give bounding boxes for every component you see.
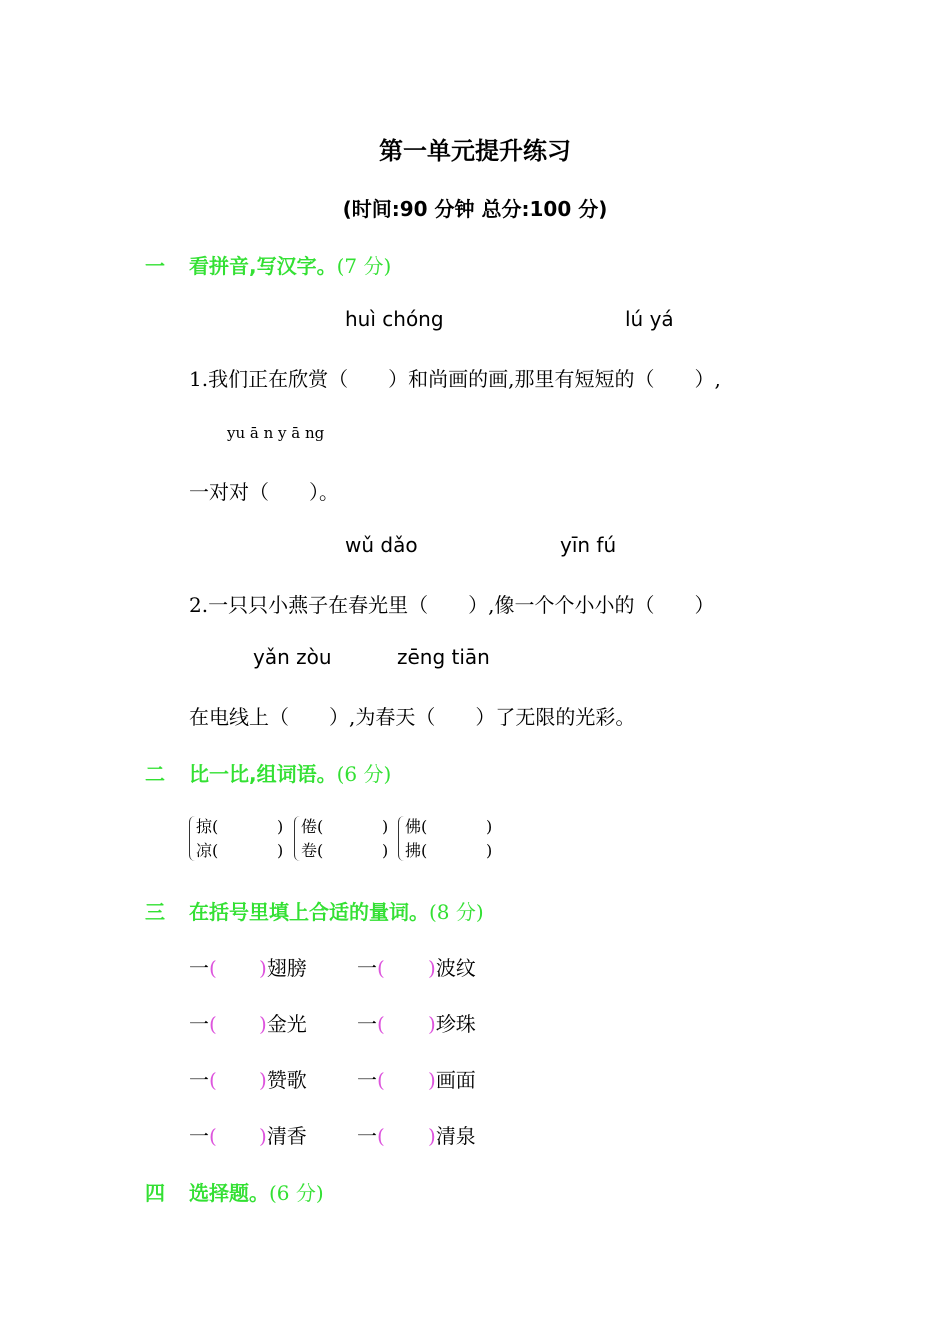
close-paren: ) bbox=[259, 1124, 267, 1148]
close-paren: ) bbox=[259, 956, 267, 980]
measure-row-2 bbox=[189, 1008, 589, 1034]
compare-group-3 bbox=[398, 815, 498, 863]
measure-noun: 波纹 bbox=[435, 956, 476, 980]
page-title: 第一单元提升练习 bbox=[379, 137, 571, 165]
section-number: 一 bbox=[145, 254, 165, 278]
pinyin-yinfu: yīn fú bbox=[560, 533, 617, 557]
close-paren: ) bbox=[428, 1124, 436, 1148]
measure-prefix: 一 bbox=[189, 1012, 209, 1036]
measure-noun: 翅膀 bbox=[266, 956, 307, 980]
close-paren: ) bbox=[382, 841, 389, 860]
open-paren: ( bbox=[377, 1012, 385, 1036]
section-heading-1 bbox=[145, 250, 391, 279]
section-label: 选择题。 bbox=[189, 1181, 269, 1205]
section-number: 三 bbox=[145, 900, 165, 924]
section-heading-3 bbox=[145, 896, 484, 925]
question-2-line-1: 2.一只只小燕子在春光里（ ）,像一个个小小的（ ） bbox=[189, 593, 715, 617]
measure-noun: 金光 bbox=[266, 1012, 307, 1036]
measure-row-1 bbox=[189, 952, 589, 978]
close-paren: ) bbox=[486, 841, 493, 860]
close-paren: ) bbox=[277, 841, 284, 860]
pinyin-yanzou: yǎn zòu bbox=[253, 645, 332, 669]
measure-row-3 bbox=[189, 1064, 589, 1090]
pinyin-wudao: wǔ dǎo bbox=[345, 533, 418, 557]
close-paren: ) bbox=[428, 1068, 436, 1092]
close-paren: ) bbox=[382, 817, 389, 836]
section-points: (6 分) bbox=[336, 762, 392, 786]
pinyin-yuanyang: yu ā n y ā ng bbox=[227, 424, 325, 442]
section-number: 二 bbox=[145, 762, 165, 786]
close-paren: ) bbox=[277, 817, 284, 836]
open-paren: ( bbox=[377, 1124, 385, 1148]
section-points: (7 分) bbox=[336, 254, 392, 278]
measure-noun: 清香 bbox=[266, 1124, 307, 1148]
question-2-line-2: 在电线上（ ）,为春天（ ）了无限的光彩。 bbox=[189, 705, 636, 729]
section-label: 看拼音,写汉字。 bbox=[189, 254, 337, 278]
pinyin-luya: lú yá bbox=[625, 307, 674, 331]
pinyin-huichong: huì chóng bbox=[345, 307, 444, 331]
measure-row-4 bbox=[189, 1120, 589, 1146]
compare-char: 倦( bbox=[301, 817, 324, 836]
question-1-line-1: 1.我们正在欣赏（ ）和尚画的画,那里有短短的（ ）, bbox=[189, 367, 721, 391]
compare-char: 拂( bbox=[405, 841, 428, 860]
measure-prefix: 一 bbox=[357, 1068, 377, 1092]
question-1-line-2: 一对对（ ）。 bbox=[189, 480, 339, 504]
measure-noun: 画面 bbox=[435, 1068, 476, 1092]
close-paren: ) bbox=[486, 817, 493, 836]
measure-prefix: 一 bbox=[357, 1124, 377, 1148]
measure-prefix: 一 bbox=[189, 1068, 209, 1092]
section-heading-4 bbox=[145, 1177, 324, 1206]
open-paren: ( bbox=[209, 956, 217, 980]
section-points: (8 分) bbox=[429, 900, 484, 924]
compare-char: 凉( bbox=[196, 841, 219, 860]
close-paren: ) bbox=[259, 1012, 267, 1036]
open-paren: ( bbox=[209, 1124, 217, 1148]
close-paren: ) bbox=[428, 1012, 436, 1036]
page-subtitle: (时间:90 分钟 总分:100 分) bbox=[342, 197, 608, 221]
close-paren: ) bbox=[259, 1068, 267, 1092]
compare-char: 掠( bbox=[196, 817, 219, 836]
open-paren: ( bbox=[209, 1068, 217, 1092]
compare-char: 佛( bbox=[405, 817, 428, 836]
measure-prefix: 一 bbox=[357, 1012, 377, 1036]
close-paren: ) bbox=[428, 956, 436, 980]
section-label: 比一比,组词语。 bbox=[189, 762, 337, 786]
open-paren: ( bbox=[377, 1068, 385, 1092]
section-label: 在括号里填上合适的量词。 bbox=[189, 900, 429, 924]
open-paren: ( bbox=[209, 1012, 217, 1036]
section-heading-2 bbox=[145, 758, 391, 787]
section-number: 四 bbox=[145, 1181, 165, 1205]
open-paren: ( bbox=[377, 956, 385, 980]
measure-noun: 赞歌 bbox=[266, 1068, 307, 1092]
measure-noun: 珍珠 bbox=[435, 1012, 476, 1036]
compare-group-1 bbox=[189, 815, 289, 863]
pinyin-zengtian: zēng tiān bbox=[397, 645, 490, 669]
compare-group-2 bbox=[294, 815, 394, 863]
measure-prefix: 一 bbox=[189, 1124, 209, 1148]
compare-char: 卷( bbox=[301, 841, 324, 860]
measure-noun: 清泉 bbox=[435, 1124, 476, 1148]
section-points: (6 分) bbox=[269, 1181, 324, 1205]
measure-prefix: 一 bbox=[189, 956, 209, 980]
measure-prefix: 一 bbox=[357, 956, 377, 980]
